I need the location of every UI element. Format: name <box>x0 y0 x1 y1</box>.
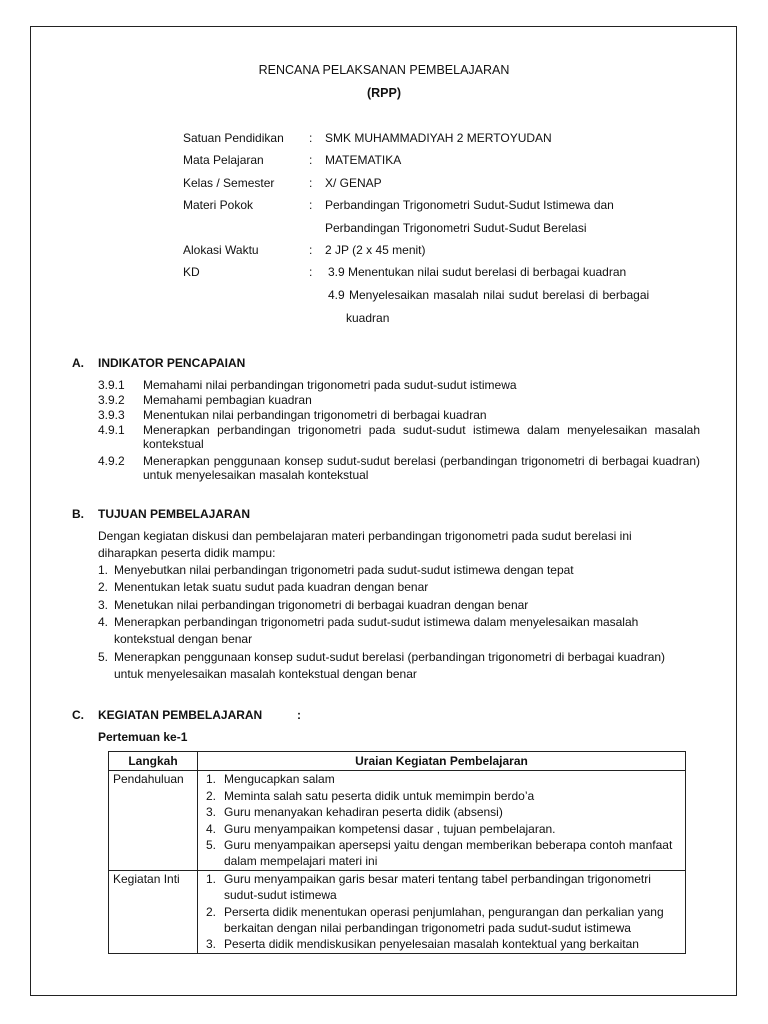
activities-cell <box>198 870 686 953</box>
indicator-code: 4.9.1 <box>98 423 125 437</box>
header-value: 2 JP (2 x 45 menit) <box>325 243 426 257</box>
header-value: 3.9 Menentukan nilai sudut berelasi di berbagai kuadran <box>328 265 627 279</box>
item-text: Perserta didik menentukan operasi penjumlahan, pengurangan dan perkalian yang berkaitan dengan nilai perbandingan trigonometri pada sudut-sudut istimewa <box>224 904 664 936</box>
item-text: Peserta didik mendiskusikan penyelesaian masalah kontektual yang berkaitan <box>224 937 639 952</box>
item-number: 2. <box>206 788 217 803</box>
header-colon: : <box>309 198 313 212</box>
header-value: MATEMATIKA <box>325 153 402 167</box>
goal-number: 2. <box>98 580 109 594</box>
item-number: 3. <box>206 937 217 952</box>
list-item <box>202 936 681 952</box>
item-text: Meminta salah satu peserta didik untuk memimpin berdo’a <box>224 788 535 803</box>
header-label: Satuan Pendidikan <box>183 131 284 145</box>
document-title: RENCANA PELAKSANAN PEMBELAJARAN <box>258 63 510 77</box>
table-row <box>109 771 686 870</box>
section-letter: A. <box>72 356 84 370</box>
indicator-text: Menentukan nilai perbandingan trigonometri di berbagai kuadran <box>143 408 487 422</box>
header-label: Mata Pelajaran <box>183 153 264 167</box>
indicator-text: Memahami nilai perbandingan trigonometri pada sudut-sudut istimewa <box>143 378 517 392</box>
header-value: X/ GENAP <box>325 176 382 190</box>
item-number: 4. <box>206 821 217 836</box>
intro-text: diharapkan peserta didik mampu: <box>98 546 276 560</box>
item-text: Mengucapkan salam <box>224 772 335 787</box>
goal-number: 4. <box>98 615 109 629</box>
section-title: TUJUAN PEMBELAJARAN <box>98 507 251 521</box>
goal-text: Menyebutkan nilai perbandingan trigonometri pada sudut-sudut istimewa dengan tepat <box>114 563 574 577</box>
item-number: 2. <box>206 904 217 919</box>
header-value: Perbandingan Trigonometri Sudut-Sudut Berelasi <box>325 221 587 235</box>
indicator-text: Memahami pembagian kuadran <box>143 393 312 407</box>
list-item <box>202 871 681 904</box>
item-text: Guru menyampaikan garis besar materi tentang tabel perbandingan trigonometri sudut-sudut istimewa <box>224 871 651 903</box>
section-colon: : <box>297 708 301 722</box>
item-number: 1. <box>206 772 217 787</box>
goal-text: untuk menyelesaikan masalah kontekstual dengan benar <box>114 667 417 681</box>
list-item <box>202 771 681 787</box>
table-header-row <box>109 752 686 771</box>
header-colon: : <box>309 131 313 145</box>
goal-text: Menentukan letak suatu sudut pada kuadran dengan benar <box>114 580 429 594</box>
goal-number: 3. <box>98 598 109 612</box>
item-number: 5. <box>206 838 217 853</box>
table-row <box>109 870 686 953</box>
indicator-code: 3.9.2 <box>98 393 125 407</box>
column-header: Langkah <box>109 752 198 771</box>
section-title: INDIKATOR PENCAPAIAN <box>98 356 246 370</box>
item-text: Guru menyampaikan kompetensi dasar , tujuan pembelajaran. <box>224 821 556 836</box>
header-value: Perbandingan Trigonometri Sudut-Sudut Istimewa dan <box>325 198 614 212</box>
list-item <box>202 788 681 804</box>
column-header: Uraian Kegiatan Pembelajaran <box>198 752 686 771</box>
header-label: Kelas / Semester <box>183 176 275 190</box>
indicator-code: 3.9.1 <box>98 378 125 392</box>
document-subtitle: (RPP) <box>366 86 402 100</box>
goal-number: 5. <box>98 650 109 664</box>
item-text: Guru menyampaikan apersepsi yaitu dengan memberikan beberapa contoh manfaat dalam mempelajari materi ini <box>224 838 673 869</box>
meeting-title: Pertemuan ke-1 <box>98 730 188 744</box>
header-colon: : <box>309 153 313 167</box>
list-item <box>202 821 681 837</box>
kd-line: kuadran <box>346 311 390 325</box>
list-item <box>202 837 681 870</box>
goal-text: kontekstual dengan benar <box>114 632 253 646</box>
indicator-code: 4.9.2 <box>98 454 125 468</box>
indicator-code: 3.9.3 <box>98 408 125 422</box>
list-item <box>202 904 681 937</box>
header-colon: : <box>309 265 313 279</box>
list-item <box>202 804 681 820</box>
section-letter: B. <box>72 507 84 521</box>
header-label: KD <box>183 265 200 279</box>
header-value: SMK MUHAMMADIYAH 2 MERTOYUDAN <box>325 131 552 145</box>
item-text: Guru menanyakan kehadiran peserta didik (absensi) <box>224 805 503 820</box>
kd-line: 4.9 Menyelesaikan masalah nilai sudut berelasi di berbagai <box>328 288 650 302</box>
indicator-text: Menerapkan penggunaan konsep sudut-sudut berelasi (perbandingan trigonometri di berbagai kuadran) untuk menyelesaikan masalah kontekstual <box>143 454 700 482</box>
item-number: 1. <box>206 871 217 886</box>
goal-text: Menetukan nilai perbandingan trigonometri di berbagai kuadran dengan benar <box>114 598 529 612</box>
indicator-text: Menerapkan perbandingan trigonometri pada sudut-sudut istimewa dalam menyelesaikan masalah kontekstual <box>143 423 700 451</box>
goal-text: Menerapkan perbandingan trigonometri pada sudut-sudut istimewa dalam menyelesaikan masalah <box>114 615 639 629</box>
goal-number: 1. <box>98 563 109 577</box>
section-title: KEGIATAN PEMBELAJARAN <box>98 708 263 722</box>
activities-cell <box>198 771 686 870</box>
activity-table <box>108 751 686 954</box>
goal-text: Menerapkan penggunaan konsep sudut-sudut berelasi (perbandingan trigonometri di berbagai kuadran) <box>114 650 666 664</box>
item-number: 3. <box>206 805 217 820</box>
section-letter: C. <box>72 708 84 722</box>
header-label: Alokasi Waktu <box>183 243 259 257</box>
header-colon: : <box>309 176 313 190</box>
header-label: Materi Pokok <box>183 198 254 212</box>
intro-text: Dengan kegiatan diskusi dan pembelajaran materi perbandingan trigonometri pada sudut berelasi ini <box>98 529 632 543</box>
step-cell: Pendahuluan <box>109 771 198 870</box>
header-colon: : <box>309 243 313 257</box>
step-cell: Kegiatan Inti <box>109 870 198 953</box>
